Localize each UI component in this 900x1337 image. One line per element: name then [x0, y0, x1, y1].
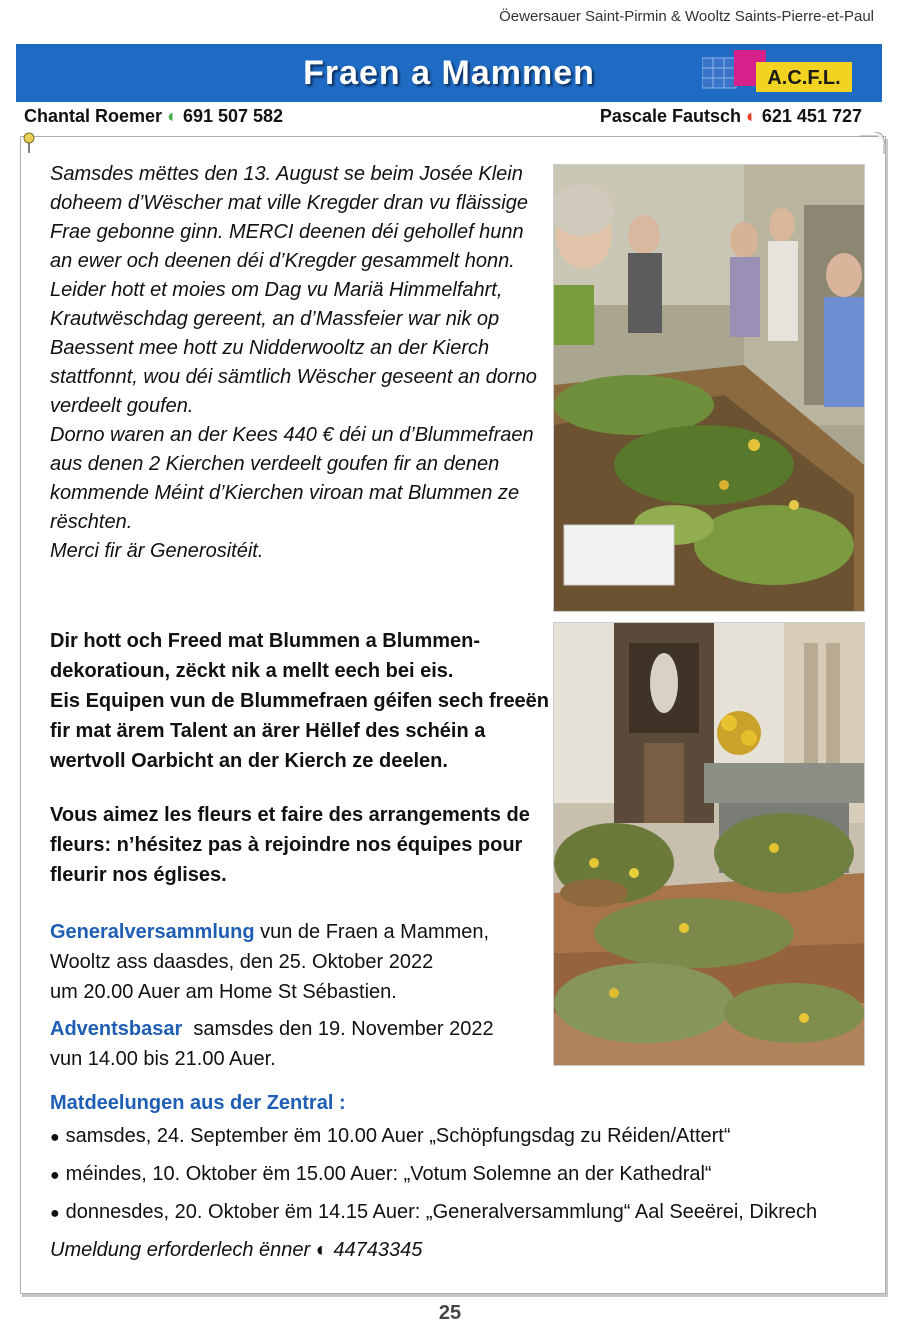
event-text: vun 14.00 bis 21.00 Auer. [50, 1048, 276, 1070]
list-item [50, 1156, 870, 1194]
page-number: 25 [438, 1302, 462, 1324]
central-announcements [50, 1088, 870, 1268]
bullet-icon: ● [50, 1205, 60, 1222]
event-text: vun de Fraen a Mammen, [254, 921, 490, 943]
intro-paragraph: Dorno waren an der Kees 440 € déi un d’Blummefraen aus denen 2 Kierchen verdeelt goufen fir an denen kommende Méint d’Kierchen viroan mat Blummen ze rëschten. [50, 424, 534, 533]
bullet-icon: ● [50, 1167, 60, 1184]
list-item-text: donnesdes, 20. Oktober ëm 14.15 Auer: „Generalversammlung“ Aal Seeërei, Dikrech [65, 1201, 818, 1223]
contact-name-left: Chantal Roemer [24, 106, 163, 126]
list-item [50, 1194, 870, 1232]
appeal-line: Dir hott och Freed mat Blummen a Blummen-dekoratioun, zëckt nik a mellt eech bei eis. [50, 630, 481, 682]
contact-right [600, 106, 862, 127]
page-curl-icon [860, 132, 886, 154]
section-title: Fraen a Mammen [303, 54, 595, 92]
appeal-luxembourgish [50, 626, 550, 776]
appeal-french-text: Vous aimez les fleurs et faire des arrangements de fleurs: n’hésitez pas à rejoindre nos équipes pour fleurir nos églises. [50, 804, 530, 886]
photo-herb-bundles [553, 164, 865, 612]
registration-note [50, 1232, 870, 1268]
central-heading: Matdeelungen aus der Zentral : [50, 1092, 346, 1114]
list-item-text: samsdes, 24. September ëm 10.00 Auer „Schöpfungsdag zu Réiden/Attert“ [65, 1125, 731, 1147]
pin-icon [22, 132, 36, 154]
appeal-line: Eis Equipen vun de Blummefraen géifen sech freeën fir mat ärem Talent an ärer Hëllef des schéin a wertvoll Oarbicht an der Kierch ze deelen. [50, 690, 550, 772]
bullet-icon: ● [50, 1129, 60, 1146]
event-text: Wooltz ass daasdes, den 25. Oktober 2022 [50, 951, 434, 973]
intro-report [50, 160, 550, 566]
intro-paragraph: Leider hott et moies om Dag vu Mariä Himmelfahrt, Krautwëschdag gereent, an d’Massfeier war nik op Baessent mee hott zu Nidderwooltz an der Kierch stattfonnt, wou déi sämtlich Wëscher geseent an dorno verdeelt goufen. [50, 279, 537, 417]
intro-paragraph: Samsdes mëttes den 13. August se beim Josée Klein doheem d’Wëscher mat ville Kregder dran vu fläissige Frae gebonne ginn. MERCI deenen déi gehollef hunn an ewer och deenen déi d’Kregder gesammelt honn. [50, 163, 528, 272]
section-banner [16, 44, 882, 102]
phone-icon: ◐ [167, 106, 178, 126]
intro-paragraph: Merci fir är Generositéit. [50, 540, 264, 562]
contact-phone-right: 621 451 727 [761, 106, 862, 126]
contact-left [24, 106, 283, 127]
list-item-text: méindes, 10. Oktober ëm 15.00 Auer: „Votum Solemne an der Kathedral“ [65, 1163, 712, 1185]
acfl-logo [702, 50, 854, 94]
event-text: samsdes den 19. November 2022 [193, 1018, 494, 1040]
event-label: Generalversammlung [50, 921, 255, 943]
contact-row [24, 106, 862, 130]
registration-phone: 44743345 [333, 1239, 423, 1261]
parish-header: Öewersauer Saint-Pirmin & Wooltz Saints-Pierre-et-Paul [499, 8, 874, 25]
photo-church-altar [553, 622, 865, 1066]
contact-phone-left: 691 507 582 [182, 106, 284, 126]
logo-text: A.C.F.L. [767, 67, 841, 89]
list-item [50, 1118, 870, 1156]
registration-text: Umeldung erforderlech ënner [50, 1239, 311, 1261]
event-advent-bazaar [50, 1014, 550, 1074]
event-text: um 20.00 Auer am Home St Sébastien. [50, 981, 397, 1003]
event-general-assembly [50, 917, 550, 1007]
event-label: Adventsbasar [50, 1018, 183, 1040]
contact-name-right: Pascale Fautsch [599, 106, 741, 126]
phone-icon: ◐ [315, 1239, 328, 1261]
phone-icon: ◐ [746, 106, 757, 126]
appeal-french [50, 800, 550, 890]
